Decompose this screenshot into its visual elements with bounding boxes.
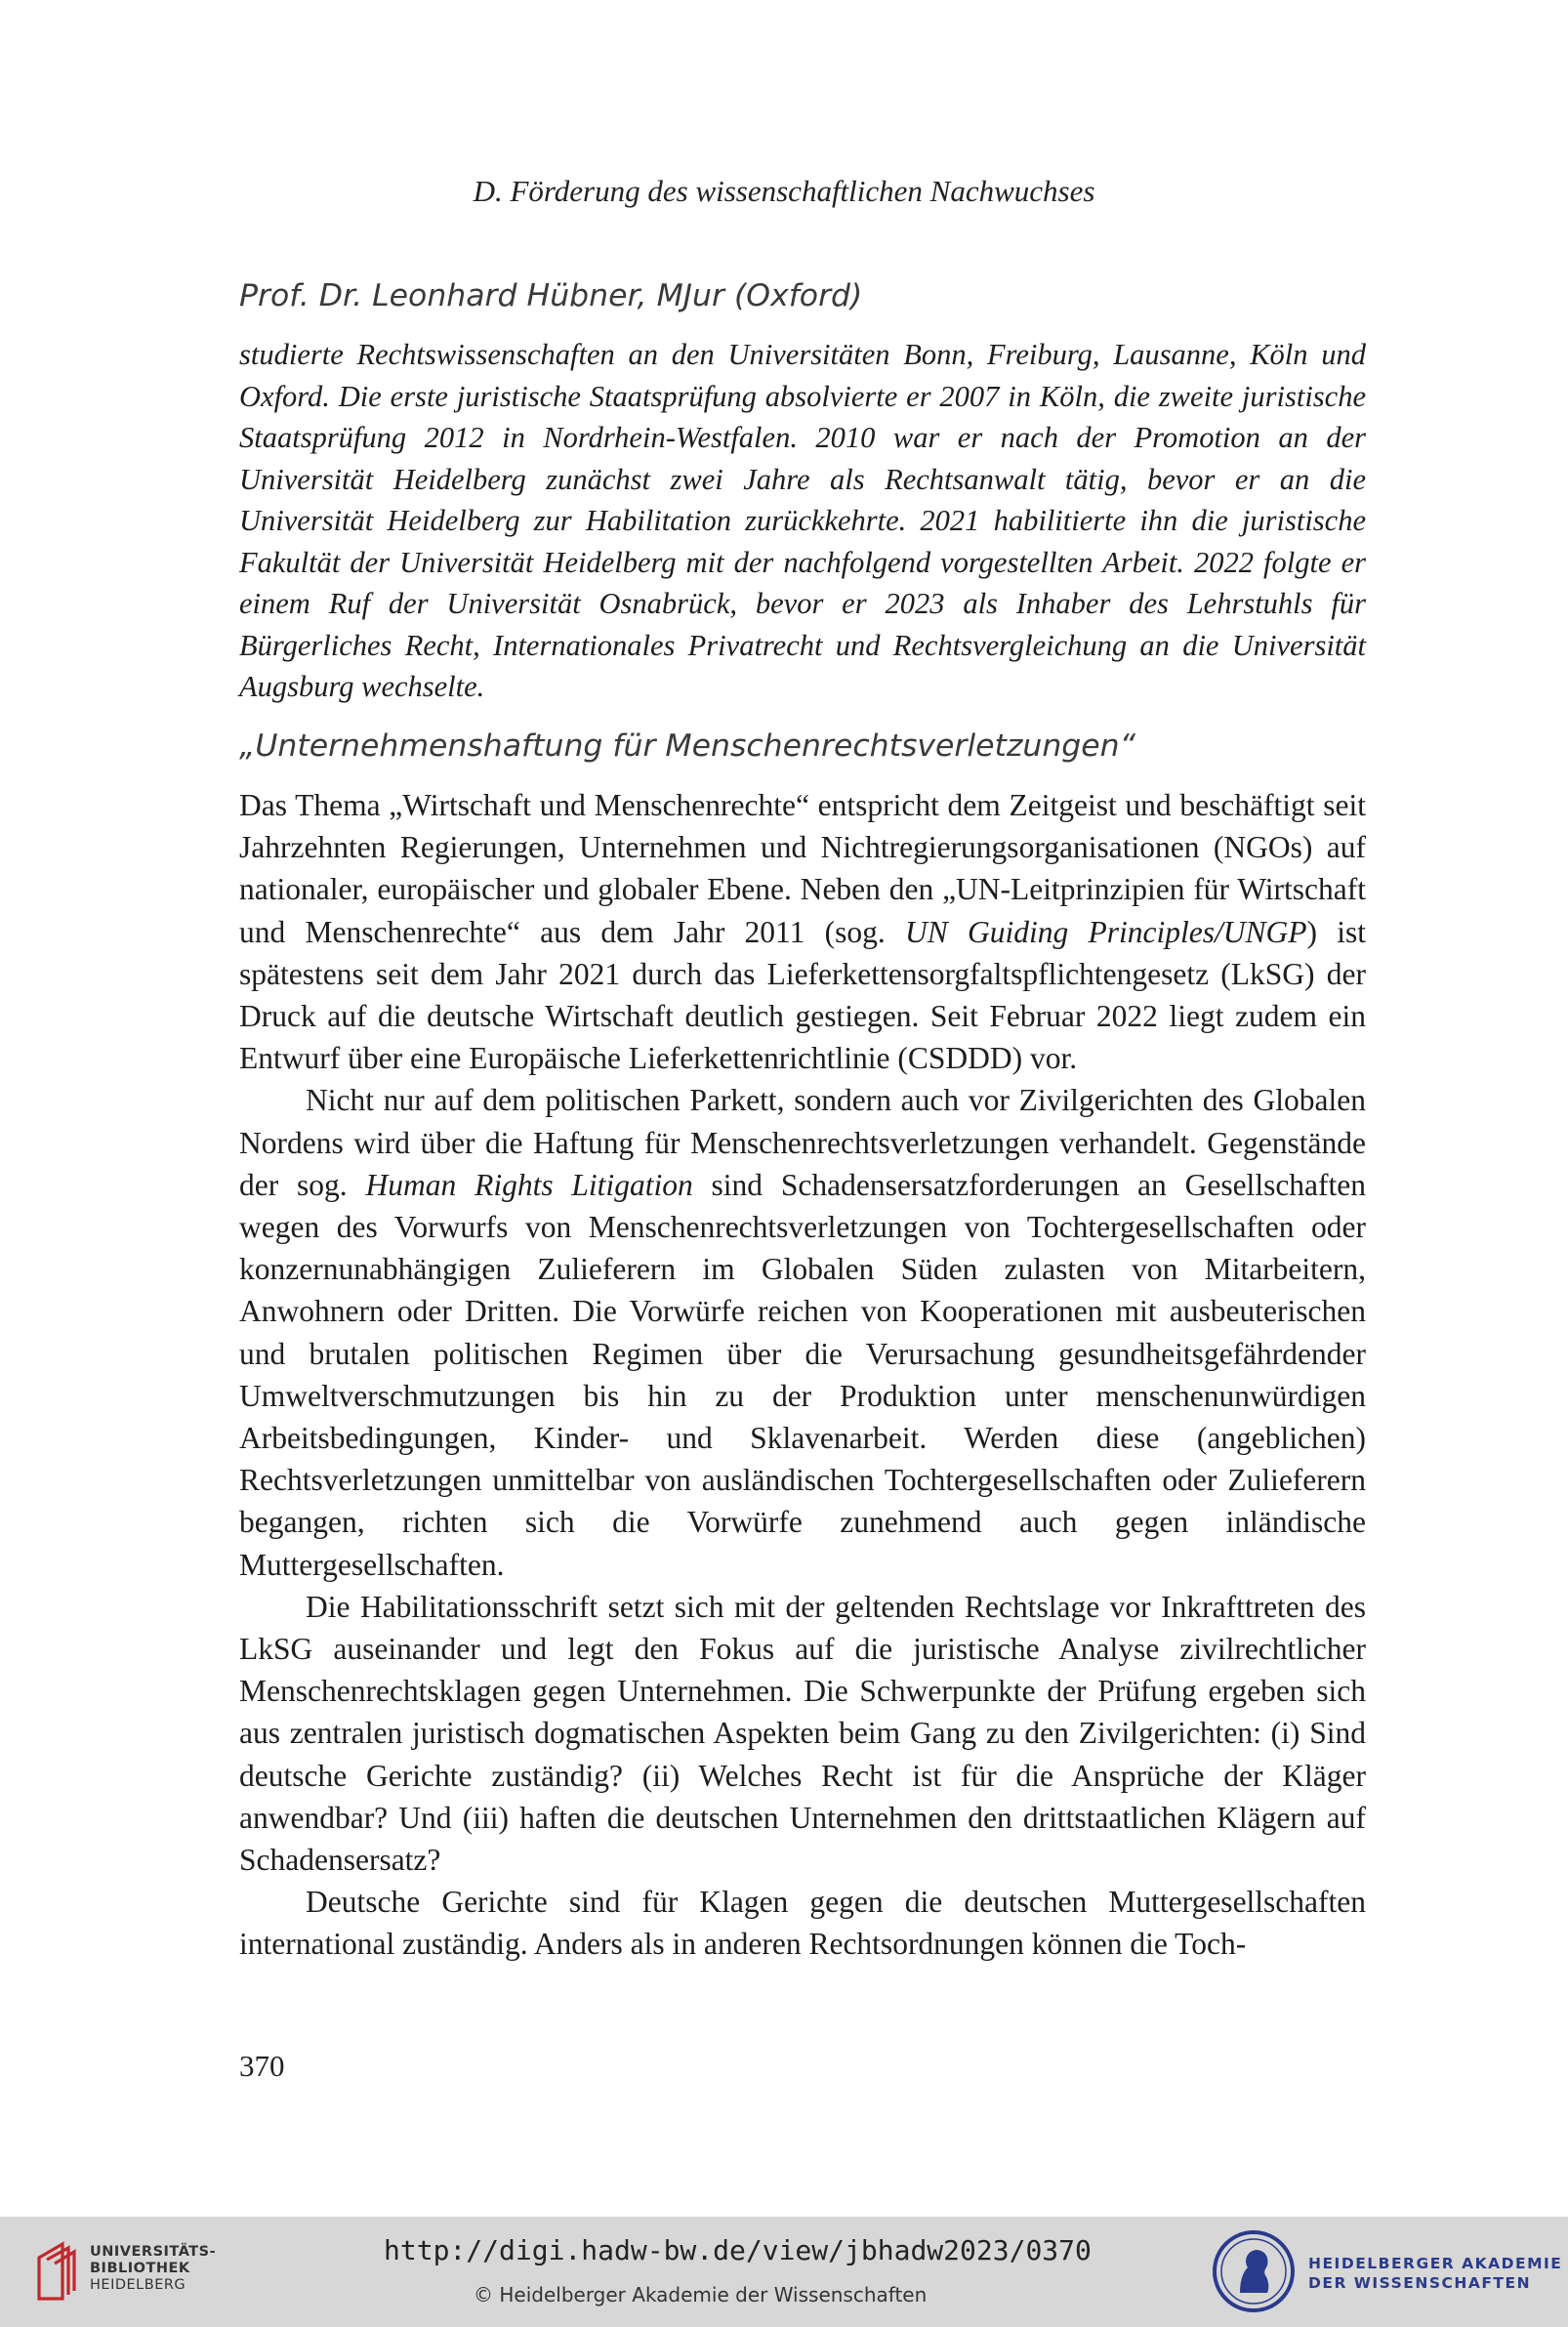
bio-block	[239, 334, 1366, 708]
ub-line-1: UNIVERSITÄTS-	[90, 2244, 217, 2260]
paragraph-1	[239, 784, 1366, 1079]
bio-paragraph: studierte Rechtswissenschaften an den Universitäten Bonn, Freiburg, Lausanne, Köln und Oxford. Die erste juristische Staatsprüfung absolvierte er 2007 in Köln, die zweite juristische Staatsprüfung 2012 in Nordrhein-Westfalen. 2010 war er nach der Promotion an der Universität Heidelberg zunächst zwei Jahre als Rechtsanwalt tätig, bevor er an die Universität Heidelberg zur Habilitation zurückkehrte. 2021 habilitierte ihn die juristische Fakultät der Universität Heidelberg mit der nachfolgend vorgestellten Arbeit. 2022 folgte er einem Ruf der Universität Osnabrück, bevor er 2023 als Inhaber des Lehrstuhls für Bürgerliches Recht, Internationales Privatrecht und Rechtsvergleichung an die Universität Augsburg wechselte.	[239, 338, 1366, 703]
paragraph-1-part-a: Das Thema „Wirtschaft und Menschenrechte“ entspricht dem Zeitgeist und beschäftigt seit Jahrzehnten Regierungen, Unternehmen und Nichtregierungsorganisationen (NGOs) auf nationaler, europäischer und globaler Ebene. Neben den „UN-Leitprinzipien für Wirtschaft und Menschenrechte“ aus dem Jahr 2011 (sog.	[239, 788, 1366, 949]
paragraph-2	[239, 1079, 1366, 1585]
academy-name	[1308, 2254, 1562, 2293]
page-number: 370	[239, 2049, 285, 2083]
document-url-link[interactable]: http://digi.hadw-bw.de/view/jbhadw2023/0370	[384, 2234, 1092, 2266]
paragraph-2-part-b: sind Schadensersatzforderungen an Gesellschaften wegen des Vorwurfs von Menschenrechtsverletzungen von Tochtergesellschaften oder konzernunabhängigen Zulieferern im Globalen Süden zulasten von Mitarbeitern, Anwohnern oder Dritten. Die Vorwürfe reichen von Kooperationen mit ausbeuterischen und brutalen politischen Regimen über die Verursachung gesundheitsgefährdender Umweltverschmutzungen bis hin zu der Produktion unter menschenunwürdigen Arbeitsbedingungen, Kinder- und Sklavenarbeit. Werden diese (angeblichen) Rechtsverletzungen unmittelbar von ausländischen Tochtergesellschaften oder Zulieferern begangen, richten sich die Vorwürfe zunehmend auch gegen inländische Muttergesellschaften.	[239, 1167, 1367, 1582]
hadw-line-2: DER WISSENSCHAFTEN	[1308, 2274, 1532, 2292]
academy-seal-icon	[1211, 2228, 1297, 2314]
copyright-notice: © Heidelberger Akademie der Wissenschaften	[474, 2283, 928, 2306]
body-text	[239, 784, 1366, 1966]
running-head: D. Förderung des wissenschaftlichen Nachwuchses	[473, 174, 1095, 208]
paragraph-2-part-a: Nicht nur auf dem politischen Parkett, sondern auch vor Zivilgerichten des Globalen Nordens wird über die Haftung für Menschenrechtsverletzungen verhandelt. Gegenstände der sog.	[239, 1083, 1366, 1202]
section-heading: „Unternehmenshaftung für Menschenrechtsverletzungen“	[239, 728, 1135, 764]
paragraph-3: Die Habilitationsschrift setzt sich mit der geltenden Rechtslage vor Inkrafttreten des LkSG auseinander und legt den Fokus auf die juristische Analyse zivilrechtlicher Menschenrechtsklagen gegen Unternehmen. Die Schwerpunkte der Prüfung ergeben sich aus zentralen juristisch dogmatischen Aspekten beim Gang zu den Zivilgerichten: (i) Sind deutsche Gerichte zuständig? (ii) Welches Recht ist für die Ansprüche der Kläger anwendbar? Und (iii) haften die deutschen Unternehmen den drittstaatlichen Klägern auf Schadensersatz?	[239, 1589, 1366, 1878]
section-heading-block	[239, 728, 1366, 764]
person-heading: Prof. Dr. Leonhard Hübner, MJur (Oxford)	[239, 278, 863, 313]
viewer-footer	[0, 2217, 1568, 2327]
ub-line-3: HEIDELBERG	[90, 2277, 186, 2293]
paragraph-4: Deutsche Gerichte sind für Klagen gegen die deutschen Muttergesellschaften international zuständig. Anders als in anderen Rechtsordnungen können die Toch-	[239, 1885, 1366, 1962]
university-library-logo-icon	[35, 2236, 94, 2305]
ub-line-2: BIBLIOTHEK	[90, 2261, 190, 2276]
paragraph-1-emphasis: UN Guiding Principles/UNGP	[905, 914, 1307, 949]
university-library-name	[90, 2244, 216, 2294]
paragraph-2-emphasis: Human Rights Litigation	[365, 1167, 693, 1202]
hadw-line-1: HEIDELBERGER AKADEMIE	[1308, 2255, 1563, 2272]
person-heading-block	[239, 278, 1366, 313]
paragraph-1-part-b: ) ist spätestens seit dem Jahr 2021 durch das Lieferkettensorgfaltspflichtengesetz (LkSG) der Druck auf die deutsche Wirtschaft deutlich gestiegen. Seit Februar 2022 liegt zudem ein Entwurf über eine Europäische Lieferkettenrichtlinie (CSDDD) vor.	[239, 914, 1366, 1076]
